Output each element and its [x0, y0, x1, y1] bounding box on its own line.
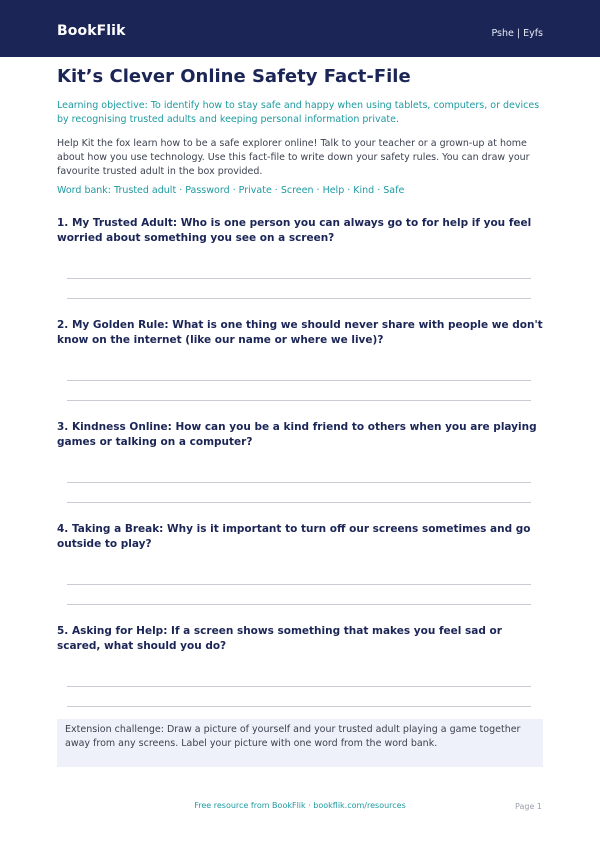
answer-line-2b[interactable]: [67, 400, 531, 401]
extension-challenge-text: Extension challenge: Draw a picture of yourself and your trusted adult playing a game together away from any screens. Label your picture with one word from the word bank.: [65, 724, 521, 749]
question-5: 5. Asking for Help: If a screen shows something that makes you feel sad or scared, what should you do?: [57, 625, 502, 652]
answer-line-1b[interactable]: [67, 298, 531, 299]
footer-link[interactable]: Free resource from BookFlik · bookflik.com/resources: [194, 801, 406, 810]
answer-line-4b[interactable]: [67, 604, 531, 605]
question-4: 4. Taking a Break: Why is it important to turn off our screens sometimes and go outside to play?: [57, 523, 531, 550]
answer-line-4a[interactable]: [67, 584, 531, 585]
question-1: 1. My Trusted Adult: Who is one person you can always go to for help if you feel worried about something you see on a screen?: [57, 217, 532, 244]
intro-text: Help Kit the fox learn how to be a safe explorer online! Talk to your teacher or a grown-up at home about how you use technology. Use this fact-file to write down your safety rules. You can draw your favourite trusted adult in the box provided.: [57, 138, 530, 177]
header-bar: [0, 0, 600, 57]
page-number: Page 1: [515, 802, 542, 811]
answer-line-3b[interactable]: [67, 502, 531, 503]
answer-line-1a[interactable]: [67, 278, 531, 279]
answer-line-3a[interactable]: [67, 482, 531, 483]
word-bank: Word bank: Trusted adult · Password · Private · Screen · Help · Kind · Safe: [57, 185, 405, 196]
subject-tags: Pshe | Eyfs: [491, 28, 543, 39]
extension-challenge-box: [57, 719, 543, 767]
answer-line-5a[interactable]: [67, 686, 531, 687]
question-2: 2. My Golden Rule: What is one thing we should never share with people we don't know on the internet (like our name or where we live)?: [57, 319, 543, 346]
page-title: Kit’s Clever Online Safety Fact-File: [57, 66, 411, 87]
brand-logo[interactable]: BookFlik: [57, 23, 126, 39]
answer-line-5b[interactable]: [67, 706, 531, 707]
question-3: 3. Kindness Online: How can you be a kind friend to others when you are playing games or talking on a computer?: [57, 421, 537, 448]
learning-objective: Learning objective: To identify how to stay safe and happy when using tablets, computers, or devices by recognising trusted adults and keeping personal information private.: [57, 100, 540, 125]
answer-line-2a[interactable]: [67, 380, 531, 381]
